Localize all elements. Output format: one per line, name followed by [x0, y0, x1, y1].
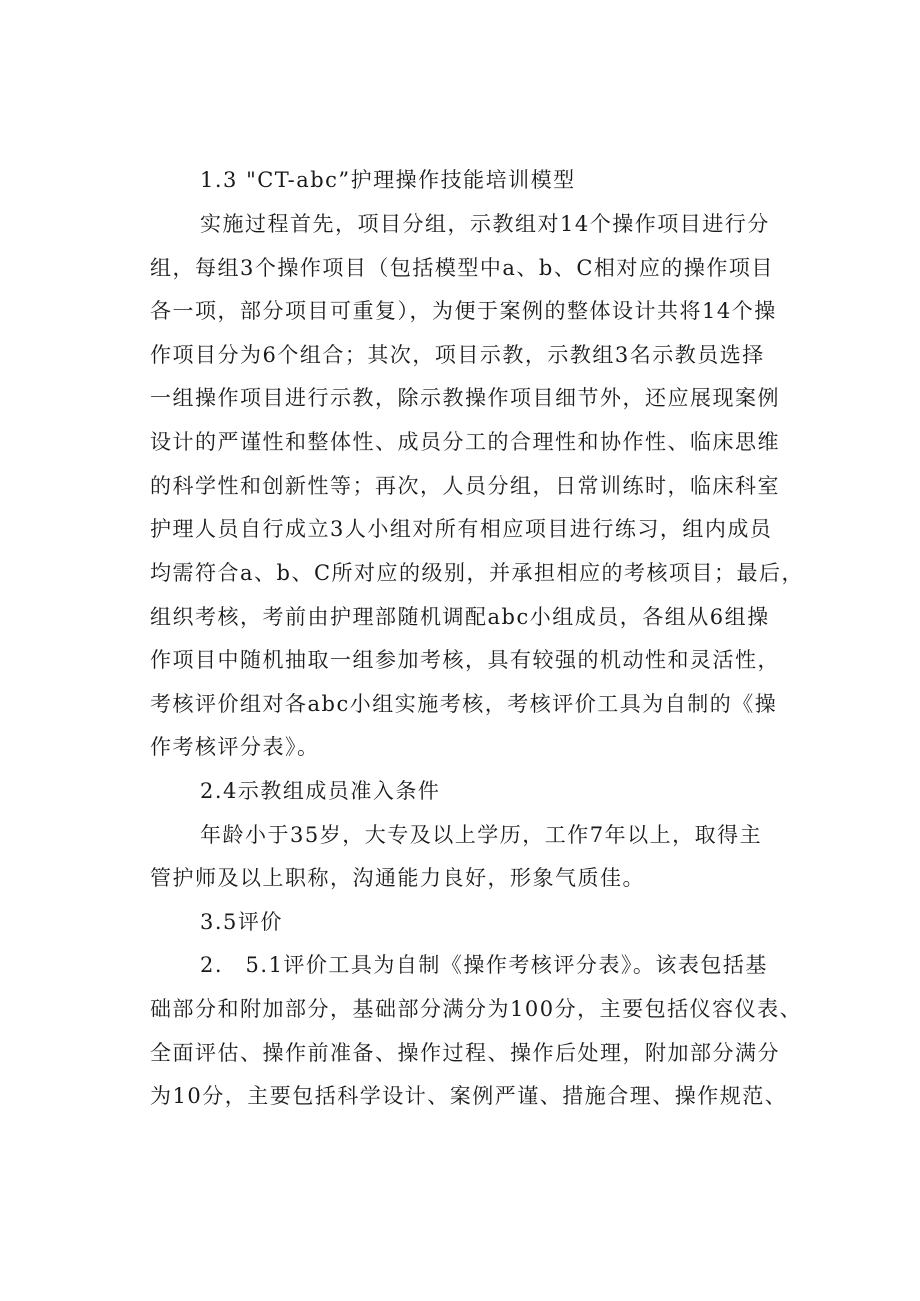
section-heading-2-4: 2.4示教组成员准入条件 [200, 779, 441, 803]
paragraph-line: 设计的严谨性和整体性、成员分工的合理性和协作性、临床思维 [150, 430, 780, 454]
paragraph-line: 为10分，主要包括科学设计、案例严谨、措施合理、操作规范、 [150, 1084, 788, 1108]
paragraph-line: 组织考核，考前由护理部随机调配abc小组成员，各组从6组操 [150, 605, 770, 629]
paragraph-line: 作考核评分表》。 [150, 735, 320, 759]
paragraph-line: 实施过程首先，项目分组，示教组对14个操作项目进行分 [200, 212, 770, 236]
paragraph-line: 各一项，部分项目可重复），为便于案例的整体设计共将14个操 [150, 299, 777, 323]
paragraph-line: 均需符合a、b、C所对应的级别，并承担相应的考核项目；最后， [150, 561, 805, 585]
section-heading-3-5: 3.5评价 [200, 910, 283, 934]
paragraph-line: 护理人员自行成立3人小组对所有相应项目进行练习，组内成员 [150, 517, 773, 541]
paragraph-line: 组，每组3个操作项目（包括模型中a、b、C相对应的操作项目 [150, 256, 774, 280]
paragraph-line: 年龄小于35岁，大专及以上学历，工作7年以上，取得主 [200, 823, 763, 847]
paragraph-line: 管护师及以上职称，沟通能力良好，形象气质佳。 [150, 866, 645, 890]
paragraph-line: 2. 5.1评价工具为自制《操作考核评分表》。该表包括基 [200, 953, 768, 977]
paragraph-line: 作项目中随机抽取一组参加考核，具有较强的机动性和灵活性， [150, 648, 780, 672]
paragraph-line: 一组操作项目进行示教，除示教操作项目细节外，还应展现案例 [150, 386, 780, 410]
paragraph-line: 考核评价组对各abc小组实施考核，考核评价工具为自制的《操 [150, 692, 778, 716]
paragraph-line: 础部分和附加部分，基础部分满分为100分，主要包括仪容仪表、 [150, 997, 803, 1021]
paragraph-line: 作项目分为6个组合；其次，项目示教，示教组3名示教员选择 [150, 343, 765, 367]
section-heading-1-3: 1.3 "CT-abc”护理操作技能培训模型 [200, 168, 576, 192]
paragraph-line: 全面评估、操作前准备、操作过程、操作后处理，附加部分满分 [150, 1041, 780, 1065]
paragraph-line: 的科学性和创新性等；再次，人员分组，日常训练时，临床科室 [150, 474, 780, 498]
